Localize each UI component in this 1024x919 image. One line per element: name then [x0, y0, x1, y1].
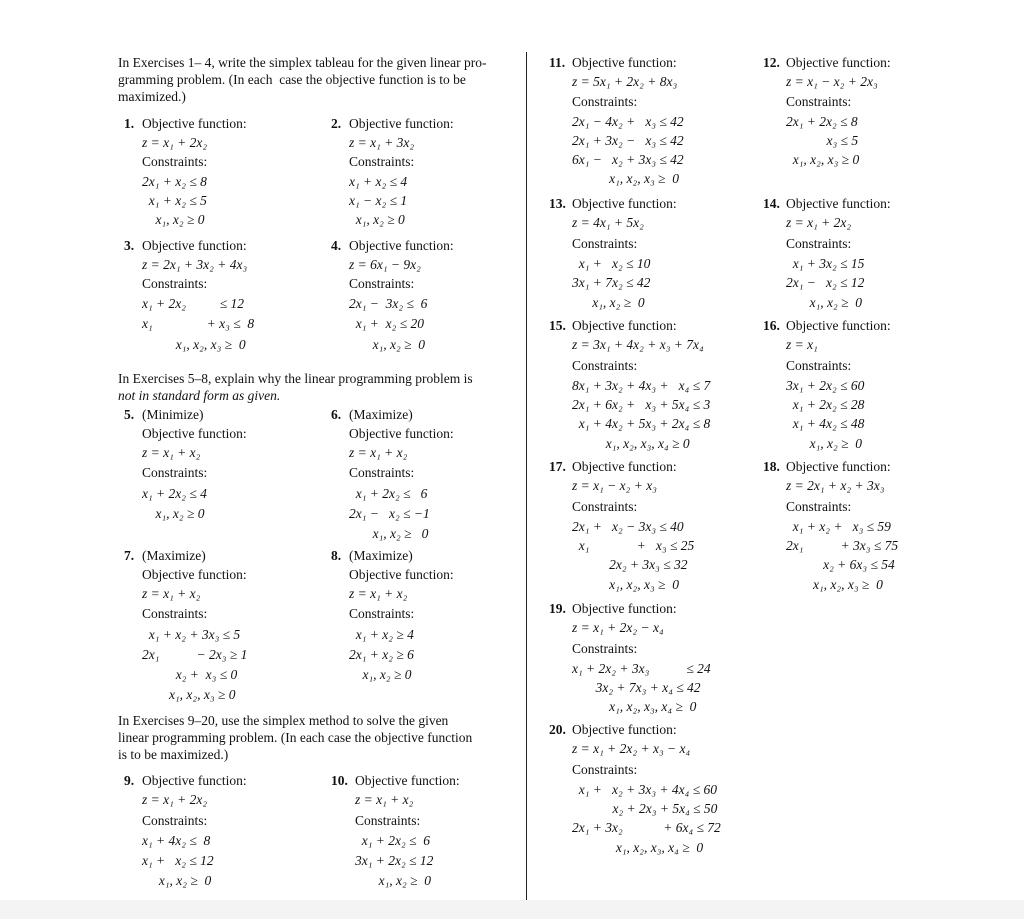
constraints-label: Constraints: [572, 236, 638, 251]
exercise-3 [124, 238, 329, 358]
objective-function: z = x₁ [786, 337, 818, 352]
objective-label: Objective function: [786, 55, 891, 70]
constraints-label: Constraints: [142, 465, 208, 480]
optimization-mode: (Maximize) [349, 407, 413, 422]
exercise-number: 18. [763, 459, 780, 474]
exercise-11 [549, 55, 759, 195]
intro-line: not in standard form as given. [118, 388, 281, 403]
constraint: x₁ + 2x₂ ≤ 6 [349, 486, 428, 501]
exercise-number: 17. [549, 459, 566, 474]
constraint: x₁ + x₂ ≤ 20 [349, 316, 425, 331]
constraint: x₁ + 4x₂ ≤ 48 [786, 416, 865, 431]
column-divider [526, 52, 527, 902]
exercise-8 [331, 548, 521, 688]
objective-label: Objective function: [349, 426, 454, 441]
exercise-12 [763, 55, 963, 175]
objective-label: Objective function: [572, 196, 677, 211]
intro-line: In Exercises 5–8, explain why the linear programming problem is [118, 371, 473, 386]
objective-function: z = x₁ + 2x₂ [142, 792, 208, 807]
constraint: 2x₁ + x₂ ≥ 6 [349, 647, 414, 662]
constraint: x₁, x₂ ≥ 0 [786, 436, 863, 451]
constraint: x₂ + 6x₃ ≤ 54 [786, 557, 895, 572]
constraints-label: Constraints: [349, 154, 415, 169]
objective-function: z = x₁ + 2x₂ − x₄ [572, 620, 664, 635]
objective-function: z = x₁ + 3x₂ [349, 135, 415, 150]
exercise-7 [124, 548, 329, 708]
constraint: x₁, x₂, x₃ ≥ 0 [786, 152, 860, 167]
constraint: x₁ + 2x₂ ≤ 28 [786, 397, 865, 412]
exercise-1 [124, 116, 324, 236]
constraint: x₁, x₂ ≥ 0 [349, 526, 429, 541]
constraints-label: Constraints: [142, 276, 208, 291]
constraint: x₁, x₂, x₃, x₄ ≥ 0 [572, 840, 704, 855]
exercise-number: 16. [763, 318, 780, 333]
objective-function: z = 2x₁ + x₂ + 3x₃ [786, 478, 885, 493]
objective-label: Objective function: [142, 116, 247, 131]
constraint: 6x₁ − x₂ + 3x₃ ≤ 42 [572, 152, 684, 167]
exercise-15 [549, 318, 761, 458]
exercise-20 [549, 722, 769, 862]
constraint: 2x₁ + 3x₂ − x₃ ≤ 42 [572, 133, 684, 148]
constraints-label: Constraints: [786, 94, 852, 109]
constraint: x₁, x₂ ≥ 0 [355, 873, 432, 888]
exercise-5 [124, 407, 324, 527]
constraint: x₁ + x₂ ≤ 5 [142, 193, 207, 208]
objective-label: Objective function: [349, 567, 454, 582]
constraint: x₁ + x₂ ≤ 12 [142, 853, 214, 868]
constraint: 2x₁ − x₂ ≤ 12 [786, 275, 865, 290]
exercise-number: 3. [124, 238, 135, 253]
constraint: x₃ ≤ 5 [786, 133, 859, 148]
objective-label: Objective function: [142, 567, 247, 582]
constraint: x₁ + x₂ ≥ 4 [349, 627, 414, 642]
constraint: 8x₁ + 3x₂ + 4x₃ + x₄ ≤ 7 [572, 378, 711, 393]
constraint: x₁, x₂ ≥ 0 [572, 295, 645, 310]
constraint: x₂ + x₃ ≤ 0 [142, 667, 238, 682]
objective-function: z = 2x₁ + 3x₂ + 4x₃ [142, 257, 248, 272]
exercise-6 [331, 407, 521, 547]
exercise-number: 8. [331, 548, 342, 563]
exercise-13 [549, 196, 759, 316]
objective-function: z = x₁ + 2x₂ + x₃ − x₄ [572, 741, 691, 756]
intro-line: In Exercises 1– 4, write the simplex tableau for the given linear pro- [118, 55, 487, 70]
page-bottom-margin [0, 900, 1024, 919]
exercise-number: 4. [331, 238, 342, 253]
objective-function: z = x₁ + x₂ [355, 792, 414, 807]
constraint: x₁, x₂, x₃ ≥ 0 [142, 687, 236, 702]
objective-label: Objective function: [572, 318, 677, 333]
objective-function: z = x₁ − x₂ + x₃ [572, 478, 657, 493]
exercise-14 [763, 196, 963, 316]
intro-line: gramming problem. (In each case the objective function is to be [118, 72, 466, 87]
exercise-number: 11. [549, 55, 566, 70]
constraint: x₁, x₂ ≥ 0 [142, 212, 205, 227]
exercise-2 [331, 116, 521, 236]
exercise-number: 12. [763, 55, 780, 70]
exercise-number: 19. [549, 601, 566, 616]
constraint: 2x₁ + x₂ ≤ 8 [142, 174, 207, 189]
constraints-label: Constraints: [572, 94, 638, 109]
objective-label: Objective function: [349, 116, 454, 131]
constraint: x₁ + 4x₂ ≤ 8 [142, 833, 211, 848]
constraint: x₁ + x₂ ≤ 4 [349, 174, 408, 189]
exercise-number: 2. [331, 116, 342, 131]
constraint: x₁, x₂ ≥ 0 [786, 295, 863, 310]
constraint: 3x₂ + 7x₃ + x₄ ≤ 42 [572, 680, 701, 695]
constraint: x₁, x₂ ≥ 0 [349, 667, 412, 682]
constraint: x₁ + x₃ ≤ 8 [142, 316, 255, 331]
objective-function: z = 3x₁ + 4x₂ + x₃ + 7x₄ [572, 337, 704, 352]
objective-label: Objective function: [572, 601, 677, 616]
constraint: x₁ + x₂ + x₃ ≤ 59 [786, 519, 891, 534]
constraints-label: Constraints: [572, 641, 638, 656]
exercise-number: 13. [549, 196, 566, 211]
objective-label: Objective function: [142, 773, 247, 788]
intro-line: is to be maximized.) [118, 747, 229, 762]
exercise-18 [763, 459, 963, 599]
constraint: x₁, x₂, x₃ ≥ 0 [142, 337, 246, 352]
constraint: x₁ − x₂ ≤ 1 [349, 193, 408, 208]
constraint: x₁ + 2x₂ + 3x₃ ≤ 24 [572, 661, 711, 676]
constraints-label: Constraints: [349, 276, 415, 291]
constraint: x₁, x₂, x₃ ≥ 0 [572, 171, 679, 186]
constraints-label: Constraints: [786, 236, 852, 251]
constraint: x₁ + 3x₂ ≤ 15 [786, 256, 865, 271]
constraint: 2x₁ + 3x₃ ≤ 75 [786, 538, 899, 553]
exercise-number: 20. [549, 722, 566, 737]
constraint: 2x₁ − x₂ ≤ −1 [349, 506, 430, 521]
constraint: x₁ + x₂ ≤ 10 [572, 256, 651, 271]
objective-function: z = x₁ + x₂ [349, 586, 408, 601]
constraint: 2x₂ + 3x₃ ≤ 32 [572, 557, 688, 572]
exercise-number: 1. [124, 116, 135, 131]
objective-function: z = x₁ + 2x₂ [786, 215, 852, 230]
objective-function: z = 5x₁ + 2x₂ + 8x₃ [572, 74, 678, 89]
constraints-label: Constraints: [142, 154, 208, 169]
exercise-10 [331, 773, 521, 893]
constraint: 2x₁ − 4x₂ + x₃ ≤ 42 [572, 114, 684, 129]
exercise-17 [549, 459, 761, 599]
constraint: 3x₁ + 2x₂ ≤ 60 [786, 378, 865, 393]
constraint: x₁, x₂, x₃, x₄ ≥ 0 [572, 436, 690, 451]
objective-label: Objective function: [355, 773, 460, 788]
exercise-number: 14. [763, 196, 780, 211]
constraints-label: Constraints: [572, 499, 638, 514]
constraints-label: Constraints: [786, 499, 852, 514]
constraint: x₁, x₂ ≥ 0 [349, 212, 405, 227]
objective-label: Objective function: [349, 238, 454, 253]
constraint: x₁ + 2x₂ ≤ 6 [355, 833, 431, 848]
objective-function: z = x₁ + x₂ [142, 586, 201, 601]
exercise-number: 9. [124, 773, 135, 788]
exercise-number: 6. [331, 407, 342, 422]
exercise-4 [331, 238, 521, 358]
constraint: x₁, x₂ ≥ 0 [349, 337, 426, 352]
constraints-label: Constraints: [572, 762, 638, 777]
constraint: 2x₁ + 6x₂ + x₃ + 5x₄ ≤ 3 [572, 397, 711, 412]
constraint: 2x₁ − 2x₃ ≥ 1 [142, 647, 248, 662]
intro-line: In Exercises 9–20, use the simplex method to solve the given [118, 713, 449, 728]
exercise-number: 5. [124, 407, 135, 422]
objective-function: z = x₁ + x₂ [142, 445, 201, 460]
constraint: x₁ + x₃ ≤ 25 [572, 538, 695, 553]
constraint: 2x₁ − 3x₂ ≤ 6 [349, 296, 428, 311]
constraints-label: Constraints: [142, 813, 208, 828]
objective-label: Objective function: [572, 55, 677, 70]
constraint: x₁ + 4x₂ + 5x₃ + 2x₄ ≤ 8 [572, 416, 711, 431]
constraint: x₁, x₂ ≥ 0 [142, 506, 205, 521]
objective-label: Objective function: [572, 722, 677, 737]
objective-function: z = x₁ + 2x₂ [142, 135, 208, 150]
constraint: x₁, x₂, x₃, x₄ ≥ 0 [572, 699, 697, 714]
constraints-label: Constraints: [786, 358, 852, 373]
constraint: x₂ + 2x₃ + 5x₄ ≤ 50 [572, 801, 718, 816]
objective-label: Objective function: [786, 196, 891, 211]
exercise-16 [763, 318, 963, 458]
objective-function: z = x₁ − x₂ + 2x₃ [786, 74, 878, 89]
exercise-number: 15. [549, 318, 566, 333]
exercise-19 [549, 601, 761, 721]
optimization-mode: (Minimize) [142, 407, 204, 422]
constraint: x₁, x₂ ≥ 0 [142, 873, 212, 888]
optimization-mode: (Maximize) [142, 548, 206, 563]
optimization-mode: (Maximize) [349, 548, 413, 563]
constraint: x₁ + 2x₂ ≤ 4 [142, 486, 207, 501]
constraint: x₁ + 2x₂ ≤ 12 [142, 296, 245, 311]
objective-label: Objective function: [572, 459, 677, 474]
constraint: x₁, x₂, x₃ ≥ 0 [572, 577, 679, 592]
exercise-number: 10. [331, 773, 348, 788]
objective-label: Objective function: [142, 238, 247, 253]
objective-label: Objective function: [786, 459, 891, 474]
intro-line: linear programming problem. (In each case the objective function [118, 730, 473, 745]
objective-label: Objective function: [786, 318, 891, 333]
constraints-label: Constraints: [572, 358, 638, 373]
intro-line: maximized.) [118, 89, 186, 104]
objective-function: z = x₁ + x₂ [349, 445, 408, 460]
exercise-9 [124, 773, 324, 893]
constraints-label: Constraints: [142, 606, 208, 621]
constraint: 2x₁ + 3x₂ + 6x₄ ≤ 72 [572, 820, 721, 835]
exercise-number: 7. [124, 548, 135, 563]
constraints-label: Constraints: [349, 465, 415, 480]
objective-label: Objective function: [142, 426, 247, 441]
objective-function: z = 6x₁ − 9x₂ [349, 257, 421, 272]
constraint: 3x₁ + 7x₂ ≤ 42 [572, 275, 651, 290]
constraint: x₁, x₂, x₃ ≥ 0 [786, 577, 883, 592]
constraint: 3x₁ + 2x₂ ≤ 12 [355, 853, 434, 868]
constraint: x₁ + x₂ + 3x₃ + 4x₄ ≤ 60 [572, 782, 717, 797]
constraint: 2x₁ + 2x₂ ≤ 8 [786, 114, 858, 129]
constraint: x₁ + x₂ + 3x₃ ≤ 5 [142, 627, 241, 642]
constraint: 2x₁ + x₂ − 3x₃ ≤ 40 [572, 519, 684, 534]
constraints-label: Constraints: [349, 606, 415, 621]
objective-function: z = 4x₁ + 5x₂ [572, 215, 644, 230]
constraints-label: Constraints: [355, 813, 421, 828]
